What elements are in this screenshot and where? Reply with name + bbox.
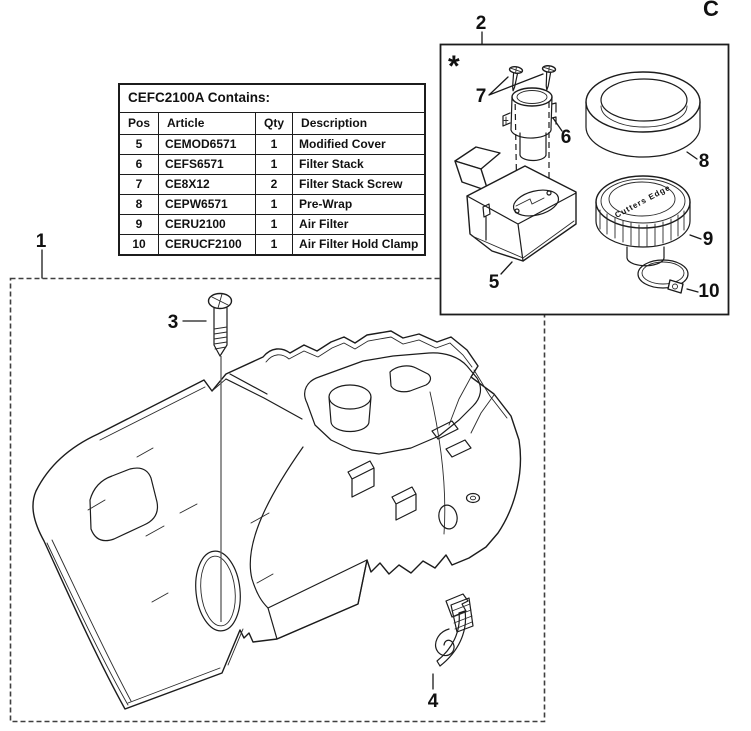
cell-qty: 2 — [256, 174, 293, 194]
table-title: CEFC2100A Contains: — [119, 84, 425, 112]
page-corner-letter: C — [703, 0, 719, 21]
table-row — [119, 174, 425, 194]
table-row — [119, 214, 425, 234]
cell-article: CERUCF2100 — [159, 234, 256, 255]
callout-9: 9 — [702, 229, 714, 250]
cell-description: Filter Stack — [293, 154, 426, 174]
cell-pos: 6 — [119, 154, 159, 174]
clip-tail — [437, 611, 466, 666]
cell-description: Modified Cover — [293, 134, 426, 154]
callout-2: 2 — [475, 13, 487, 34]
cell-article: CEMOD6571 — [159, 134, 256, 154]
col-header-qty: Qty — [256, 112, 293, 134]
prewrap-top-outer — [586, 72, 700, 132]
cell-article: CEFS6571 — [159, 154, 256, 174]
cell-pos: 9 — [119, 214, 159, 234]
callout-10: 10 — [698, 281, 720, 302]
cell-pos: 10 — [119, 234, 159, 255]
callout-4: 4 — [427, 691, 439, 712]
cell-description: Filter Stack Screw — [293, 174, 426, 194]
screw-threads — [214, 327, 227, 349]
callout-5: 5 — [488, 272, 500, 293]
table-title-row — [119, 84, 425, 112]
cell-qty: 1 — [256, 194, 293, 214]
cell-qty: 1 — [256, 134, 293, 154]
clip-head — [446, 594, 468, 617]
cell-pos: 5 — [119, 134, 159, 154]
cell-qty: 1 — [256, 154, 293, 174]
inset-assembly-group — [441, 13, 729, 315]
cell-qty: 1 — [256, 214, 293, 234]
callout-8: 8 — [698, 151, 710, 172]
callout-1: 1 — [35, 231, 47, 252]
callout-3: 3 — [167, 312, 179, 333]
parts-table-container — [118, 83, 426, 256]
cell-qty: 1 — [256, 234, 293, 255]
cell-article: CE8X12 — [159, 174, 256, 194]
cell-pos: 7 — [119, 174, 159, 194]
cell-description: Air Filter — [293, 214, 426, 234]
table-row — [119, 154, 425, 174]
col-header-article: Article — [159, 112, 256, 134]
table-header-row — [119, 112, 425, 134]
table-row — [119, 234, 425, 255]
table-row — [119, 194, 425, 214]
col-header-description: Description — [293, 112, 426, 134]
col-header-pos: Pos — [119, 112, 159, 134]
cell-article: CERU2100 — [159, 214, 256, 234]
table-row — [119, 134, 425, 154]
cell-article: CEPW6571 — [159, 194, 256, 214]
asterisk-note: * — [448, 50, 460, 83]
clip-curl — [436, 629, 454, 656]
callout-6: 6 — [560, 127, 572, 148]
clip-flag — [451, 598, 473, 632]
parts-table — [118, 83, 426, 256]
cell-description: Air Filter Hold Clamp — [293, 234, 426, 255]
cell-description: Pre-Wrap — [293, 194, 426, 214]
cylinder-cover-drawing — [33, 331, 521, 709]
filter-brand-text: Cutters Edge — [613, 182, 673, 220]
cell-pos: 8 — [119, 194, 159, 214]
clip-drawing — [436, 594, 473, 666]
callout-7: 7 — [475, 86, 487, 107]
